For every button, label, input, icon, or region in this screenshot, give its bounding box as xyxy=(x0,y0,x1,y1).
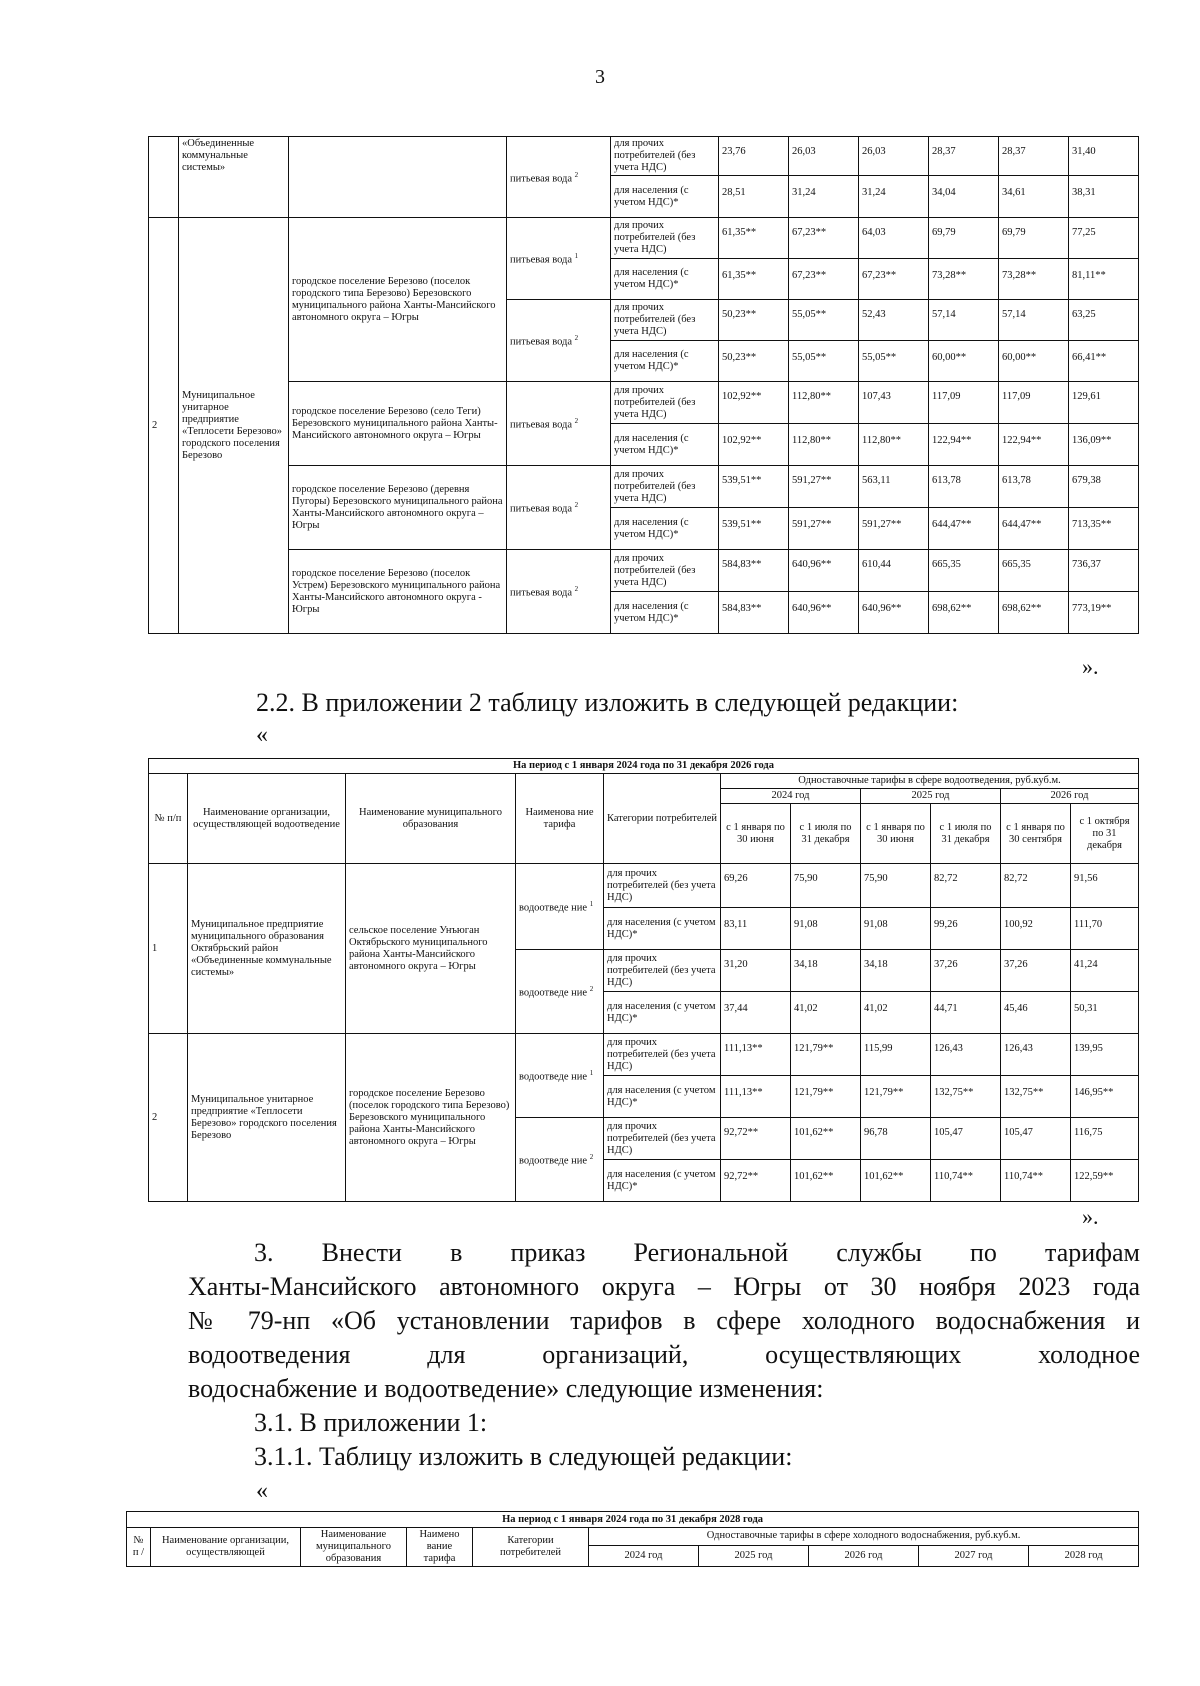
section-3-text xyxy=(188,1236,1140,1474)
tariff-value: 132,75** xyxy=(1001,1076,1071,1118)
tariff-value: 31,24 xyxy=(789,176,859,218)
consumer-category: для прочих потребителей (без учета НДС) xyxy=(604,864,721,908)
section-3-line: № 79-нп «Об установлении тарифов в сфере холодного водоснабжения и xyxy=(188,1306,1140,1335)
tariff-value: 563,11 xyxy=(859,466,929,508)
cold-water-tariff-table xyxy=(126,1511,1139,1567)
tariff-value: 34,04 xyxy=(929,176,999,218)
tariff-value: 61,35** xyxy=(719,259,789,300)
tariff-value: 539,51** xyxy=(719,466,789,508)
col-header-tariff: Наименова ние тарифа xyxy=(516,774,604,864)
tariff-value: 736,37 xyxy=(1069,550,1139,592)
tariff-value: 55,05** xyxy=(789,341,859,382)
tariff-value: 26,03 xyxy=(859,137,929,176)
tariff-value: 96,78 xyxy=(861,1118,931,1160)
tariff-value: 115,99 xyxy=(861,1034,931,1076)
consumer-category: для населения (с учетом НДС)* xyxy=(611,592,719,634)
row-number: 2 xyxy=(149,218,179,634)
tariff-value: 110,74** xyxy=(931,1160,1001,1202)
period-subheader: с 1 января по 30 сентября xyxy=(1001,804,1071,864)
tariff-value: 67,23** xyxy=(789,218,859,259)
tariff-value: 644,47** xyxy=(929,508,999,550)
tariff-value: 82,72 xyxy=(1001,864,1071,908)
tariff-name: водоотведе ние $^1$ xyxy=(516,1034,604,1118)
consumer-category: для населения (с учетом НДС)* xyxy=(611,176,719,218)
tariff-value: 57,14 xyxy=(999,300,1069,341)
tariff-value: 112,80** xyxy=(859,424,929,466)
tariff-value: 105,47 xyxy=(1001,1118,1071,1160)
tariff-name: водоотведе ние $^2$ xyxy=(516,950,604,1034)
consumer-category: для населения (с учетом НДС)* xyxy=(611,341,719,382)
tariff-value: 67,23** xyxy=(789,259,859,300)
tariff-value: 129,61 xyxy=(1069,382,1139,424)
tariff-value: 55,05** xyxy=(789,300,859,341)
tariff-value: 60,00** xyxy=(999,341,1069,382)
tariff-value: 117,09 xyxy=(929,382,999,424)
tariff-value: 31,24 xyxy=(859,176,929,218)
row-number: 2 xyxy=(149,1034,188,1202)
tariff-value: 122,59** xyxy=(1071,1160,1139,1202)
tariff-value: 539,51** xyxy=(719,508,789,550)
tariff-value: 644,47** xyxy=(999,508,1069,550)
tariff-value: 55,05** xyxy=(859,341,929,382)
tariff-value: 132,75** xyxy=(931,1076,1001,1118)
tariff-value: 64,03 xyxy=(859,218,929,259)
tariff-value: 613,78 xyxy=(999,466,1069,508)
tariff-value: 102,92** xyxy=(719,382,789,424)
tariff-value: 610,44 xyxy=(859,550,929,592)
tariff-name: питьевая вода $^2$ xyxy=(507,300,611,382)
consumer-category: для прочих потребителей (без учета НДС) xyxy=(611,466,719,508)
tariff-value: 92,72** xyxy=(721,1160,791,1202)
col-header-tariffs: Одноставочные тарифы в сфере холодного водоснабжения, руб.куб.м. xyxy=(589,1528,1139,1546)
tariff-value: 38,31 xyxy=(1069,176,1139,218)
tariff-value: 50,23** xyxy=(719,300,789,341)
period-subheader: с 1 января по 30 июня xyxy=(721,804,791,864)
tariff-value: 44,71 xyxy=(931,992,1001,1034)
section-2-2: 2.2. В приложении 2 таблицу изложить в следующей редакции: xyxy=(256,688,959,717)
period-header: На период с 1 января 2024 года по 31 декабря 2026 года xyxy=(149,759,1139,774)
tariff-value: 584,83** xyxy=(719,592,789,634)
tariff-value: 92,72** xyxy=(721,1118,791,1160)
tariff-value: 37,44 xyxy=(721,992,791,1034)
consumer-category: для прочих потребителей (без учета НДС) xyxy=(611,382,719,424)
tariff-value: 121,79** xyxy=(861,1076,931,1118)
consumer-category: для населения (с учетом НДС)* xyxy=(611,259,719,300)
tariff-value: 101,62** xyxy=(791,1118,861,1160)
tariff-value: 45,46 xyxy=(1001,992,1071,1034)
tariff-value: 713,35** xyxy=(1069,508,1139,550)
tariff-value: 91,08 xyxy=(791,908,861,950)
tariff-value: 69,26 xyxy=(721,864,791,908)
consumer-category: для прочих потребителей (без учета НДС) xyxy=(611,137,719,176)
tariff-value: 613,78 xyxy=(929,466,999,508)
municipality-name: городское поселение Березово (поселок городского типа Березово) Березовского муниципального района Ханты-Мансийского автономного округа – Югры xyxy=(346,1034,516,1202)
tariff-value: 101,62** xyxy=(861,1160,931,1202)
tariff-value: 146,95** xyxy=(1071,1076,1139,1118)
municipality-name xyxy=(289,137,507,218)
municipality-name: сельское поселение Унъюган Октябрьского муниципального района Ханты-Мансийского автономного округа – Югры xyxy=(346,864,516,1034)
tariff-value: 77,25 xyxy=(1069,218,1139,259)
section-3-line: водоснабжение и водоотведение» следующие изменения: xyxy=(188,1374,824,1403)
period-subheader: с 1 июля по 31 декабря xyxy=(931,804,1001,864)
page-number: 3 xyxy=(595,66,605,88)
tariff-value: 773,19** xyxy=(1069,592,1139,634)
tariff-value: 111,13** xyxy=(721,1076,791,1118)
col-header-org: Наименование организации, осуществляющей xyxy=(151,1528,301,1567)
tariff-name: питьевая вода $^2$ xyxy=(507,137,611,218)
tariff-value: 26,03 xyxy=(789,137,859,176)
tariff-value: 67,23** xyxy=(859,259,929,300)
org-name: Муниципальное унитарное предприятие «Теплосети Березово» городского поселения Березово xyxy=(179,218,289,634)
tariff-name: питьевая вода $^2$ xyxy=(507,382,611,466)
tariff-value: 28,37 xyxy=(929,137,999,176)
tariff-value: 698,62** xyxy=(999,592,1069,634)
year-header: 2025 год xyxy=(699,1545,809,1566)
consumer-category: для населения (с учетом НДС)* xyxy=(604,908,721,950)
consumer-category: для населения (с учетом НДС)* xyxy=(611,424,719,466)
year-header: 2024 год xyxy=(721,789,861,804)
tariff-value: 122,94** xyxy=(999,424,1069,466)
tariff-value: 60,00** xyxy=(929,341,999,382)
consumer-category: для прочих потребителей (без учета НДС) xyxy=(604,950,721,992)
tariff-value: 31,20 xyxy=(721,950,791,992)
consumer-category: для прочих потребителей (без учета НДС) xyxy=(611,218,719,259)
tariff-value: 126,43 xyxy=(931,1034,1001,1076)
tariff-value: 73,28** xyxy=(929,259,999,300)
tariff-value: 57,14 xyxy=(929,300,999,341)
tariff-value: 31,40 xyxy=(1069,137,1139,176)
tariff-value: 665,35 xyxy=(999,550,1069,592)
tariff-value: 41,02 xyxy=(861,992,931,1034)
col-header-category: Категории потребителей xyxy=(604,774,721,864)
period-subheader: с 1 октября по 31 декабря xyxy=(1071,804,1139,864)
tariff-value: 665,35 xyxy=(929,550,999,592)
municipality-name: городское поселение Березово (деревня Пугоры) Березовского муниципального района Ханты-Мансийского автономного округа – Югры xyxy=(289,466,507,550)
tariff-value: 23,76 xyxy=(719,137,789,176)
wastewater-tariff-table xyxy=(148,758,1139,1202)
tariff-value: 81,11** xyxy=(1069,259,1139,300)
tariff-value: 66,41** xyxy=(1069,341,1139,382)
tariff-value: 116,75 xyxy=(1071,1118,1139,1160)
tariff-value: 102,92** xyxy=(719,424,789,466)
period-subheader: с 1 июля по 31 декабря xyxy=(791,804,861,864)
municipality-name: городское поселение Березово (село Теги) Березовского муниципального района Ханты-Мансийского автономного округа – Югры xyxy=(289,382,507,466)
consumer-category: для прочих потребителей (без учета НДС) xyxy=(604,1034,721,1076)
year-header: 2027 год xyxy=(919,1545,1029,1566)
tariff-value: 61,35** xyxy=(719,218,789,259)
tariff-value: 37,26 xyxy=(931,950,1001,992)
tariff-value: 117,09 xyxy=(999,382,1069,424)
org-name: Муниципальное предприятие муниципального образования Октябрьский район «Объединенные коммунальные системы» xyxy=(188,864,346,1034)
tariff-value: 75,90 xyxy=(861,864,931,908)
tariff-value: 584,83** xyxy=(719,550,789,592)
tariff-value: 41,24 xyxy=(1071,950,1139,992)
closing-quote: ». xyxy=(1082,654,1099,679)
opening-quote: « xyxy=(256,722,268,748)
tariff-value: 28,37 xyxy=(999,137,1069,176)
section-3-line: 3. Внести в приказ Региональной службы по тарифам xyxy=(254,1238,1140,1267)
period-header: На период с 1 января 2024 года по 31 декабря 2028 года xyxy=(127,1512,1139,1528)
tariff-value: 50,23** xyxy=(719,341,789,382)
municipality-name: городское поселение Березово (поселок городского типа Березово) Березовского муниципального района Ханты-Мансийского автономного округа – Югры xyxy=(289,218,507,382)
tariff-value: 111,70 xyxy=(1071,908,1139,950)
tariff-value: 591,27** xyxy=(789,466,859,508)
tariff-value: 591,27** xyxy=(859,508,929,550)
tariff-value: 34,61 xyxy=(999,176,1069,218)
col-header-num: № п/п xyxy=(149,774,188,864)
tariff-value: 112,80** xyxy=(789,382,859,424)
section-3-line: водоотведения для организаций, осуществляющих холодное xyxy=(188,1340,1140,1369)
org-name: «Объединенные коммунальные системы» xyxy=(179,137,289,218)
tariff-value: 126,43 xyxy=(1001,1034,1071,1076)
row-number: 1 xyxy=(149,864,188,1034)
org-name: Муниципальное унитарное предприятие «Теплосети Березово» городского поселения Березово xyxy=(188,1034,346,1202)
col-header-org: Наименование организации, осуществляющей водоотведение xyxy=(188,774,346,864)
tariff-value: 99,26 xyxy=(931,908,1001,950)
consumer-category: для прочих потребителей (без учета НДС) xyxy=(611,550,719,592)
tariff-value: 28,51 xyxy=(719,176,789,218)
consumer-category: для прочих потребителей (без учета НДС) xyxy=(604,1118,721,1160)
year-header: 2026 год xyxy=(1001,789,1139,804)
tariff-value: 52,43 xyxy=(859,300,929,341)
tariff-value: 640,96** xyxy=(859,592,929,634)
water-tariff-table-continued xyxy=(148,136,1139,634)
section-3-1-1: 3.1.1. Таблицу изложить в следующей редакции: xyxy=(254,1442,793,1471)
tariff-name: питьевая вода $^1$ xyxy=(507,218,611,300)
consumer-category: для населения (с учетом НДС)* xyxy=(611,508,719,550)
tariff-value: 105,47 xyxy=(931,1118,1001,1160)
tariff-value: 37,26 xyxy=(1001,950,1071,992)
year-header: 2028 год xyxy=(1029,1545,1139,1566)
tariff-value: 73,28** xyxy=(999,259,1069,300)
municipality-name: городское поселение Березово (поселок Устрем) Березовского муниципального района Ханты-Мансийского автономного округа - Югры xyxy=(289,550,507,634)
tariff-value: 107,43 xyxy=(859,382,929,424)
opening-quote: « xyxy=(256,1478,268,1504)
col-header-num: № п / xyxy=(127,1528,151,1567)
tariff-value: 91,08 xyxy=(861,908,931,950)
tariff-name: питьевая вода $^2$ xyxy=(507,466,611,550)
period-subheader: с 1 января по 30 июня xyxy=(861,804,931,864)
consumer-category: для прочих потребителей (без учета НДС) xyxy=(611,300,719,341)
tariff-name: водоотведе ние $^1$ xyxy=(516,864,604,950)
tariff-value: 640,96** xyxy=(789,592,859,634)
tariff-value: 121,79** xyxy=(791,1076,861,1118)
tariff-value: 82,72 xyxy=(931,864,1001,908)
tariff-value: 41,02 xyxy=(791,992,861,1034)
tariff-value: 34,18 xyxy=(791,950,861,992)
tariff-value: 121,79** xyxy=(791,1034,861,1076)
tariff-value: 83,11 xyxy=(721,908,791,950)
tariff-value: 122,94** xyxy=(929,424,999,466)
section-3-1: 3.1. В приложении 1: xyxy=(254,1408,488,1437)
tariff-value: 698,62** xyxy=(929,592,999,634)
tariff-value: 50,31 xyxy=(1071,992,1139,1034)
consumer-category: для населения (с учетом НДС)* xyxy=(604,1076,721,1118)
col-header-tariffs: Одноставочные тарифы в сфере водоотведения, руб.куб.м. xyxy=(721,774,1139,789)
section-3-line: Ханты-Мансийского автономного округа – Югры от 30 ноября 2023 года xyxy=(188,1272,1140,1301)
col-header-municipality: Наименование муниципального образования xyxy=(301,1528,407,1567)
tariff-value: 34,18 xyxy=(861,950,931,992)
year-header: 2024 год xyxy=(589,1545,699,1566)
col-header-municipality: Наименование муниципального образования xyxy=(346,774,516,864)
tariff-value: 591,27** xyxy=(789,508,859,550)
tariff-value: 100,92 xyxy=(1001,908,1071,950)
year-header: 2026 год xyxy=(809,1545,919,1566)
tariff-value: 111,13** xyxy=(721,1034,791,1076)
consumer-category: для населения (с учетом НДС)* xyxy=(604,1160,721,1202)
tariff-value: 112,80** xyxy=(789,424,859,466)
closing-quote: ». xyxy=(1082,1204,1099,1229)
tariff-value: 69,79 xyxy=(999,218,1069,259)
consumer-category: для населения (с учетом НДС)* xyxy=(604,992,721,1034)
tariff-value: 139,95 xyxy=(1071,1034,1139,1076)
tariff-value: 63,25 xyxy=(1069,300,1139,341)
tariff-value: 640,96** xyxy=(789,550,859,592)
tariff-value: 69,79 xyxy=(929,218,999,259)
tariff-value: 679,38 xyxy=(1069,466,1139,508)
tariff-name: водоотведе ние $^2$ xyxy=(516,1118,604,1202)
tariff-value: 75,90 xyxy=(791,864,861,908)
tariff-value: 110,74** xyxy=(1001,1160,1071,1202)
col-header-category: Категории потребителей xyxy=(473,1528,589,1567)
tariff-name: питьевая вода $^2$ xyxy=(507,550,611,634)
year-header: 2025 год xyxy=(861,789,1001,804)
tariff-value: 91,56 xyxy=(1071,864,1139,908)
tariff-value: 136,09** xyxy=(1069,424,1139,466)
col-header-tariff: Наимено вание тарифа xyxy=(407,1528,473,1567)
tariff-value: 101,62** xyxy=(791,1160,861,1202)
